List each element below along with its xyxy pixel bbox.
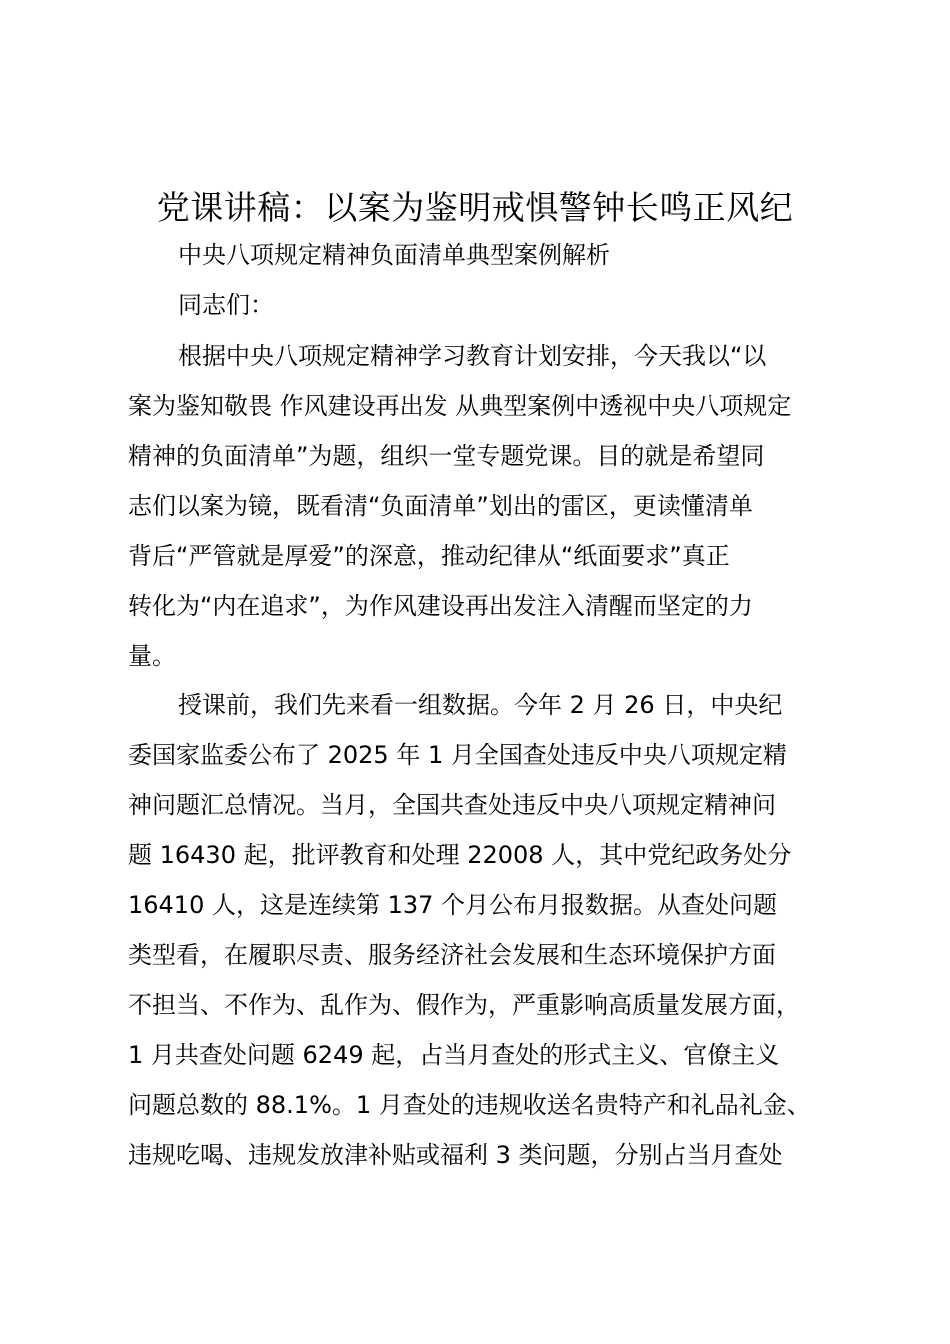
paragraph-line: 委国家监委公布了 2025 年 1 月全国查处违反中央八项规定精 xyxy=(128,741,787,769)
paragraph-line: 授课前，我们先来看一组数据。今年 2 月 26 日，中央纪 xyxy=(178,691,783,719)
paragraph-line: 问题总数的 88.1%。1 月查处的违规收送名贵特产和礼品礼金、 xyxy=(128,1091,811,1119)
paragraph-line: 转化为“内在追求”，为作风建设再出发注入清醒而坚定的力 xyxy=(128,592,753,620)
paragraph-line: 不担当、不作为、乱作为、假作为，严重影响高质量发展方面， xyxy=(128,991,800,1019)
paragraph-line: 16410 人，这是连续第 137 个月公布月报数据。从查处问题 xyxy=(128,891,778,919)
paragraph-line: 类型看，在履职尽责、服务经济社会发展和生态环境保护方面 xyxy=(128,941,776,969)
paragraph-line: 精神的负面清单”为题，组织一堂专题党课。目的就是希望同 xyxy=(128,442,765,470)
paragraph-line: 违规吃喝、违规发放津补贴或福利 3 类问题，分别占当月查处 xyxy=(128,1141,783,1169)
document-title: 党课讲稿：以案为鉴明戒惧警钟长鸣正风纪 xyxy=(156,188,794,227)
paragraph-1 xyxy=(128,336,848,686)
paragraph-line: 背后“严管就是厚爱”的深意，推动纪律从“纸面要求”真正 xyxy=(128,542,730,570)
paragraph-line: 1 月共查处问题 6249 起，占当月查处的形式主义、官僚主义 xyxy=(128,1041,780,1069)
paragraph-line: 根据中央八项规定精神学习教育计划安排，今天我以“以 xyxy=(178,342,767,370)
document-subtitle: 中央八项规定精神负面清单典型案例解析 xyxy=(178,241,610,269)
paragraph-line: 案为鉴知敬畏 作风建设再出发 从典型案例中透视中央八项规定 xyxy=(128,392,792,420)
salutation: 同志们： xyxy=(178,291,274,319)
paragraph-line: 量。 xyxy=(128,642,176,670)
paragraph-2 xyxy=(128,685,848,1185)
paragraph-line: 志们以案为镜，既看清“负面清单”划出的雷区，更读懂清单 xyxy=(128,492,753,520)
paragraph-line: 题 16430 起，批评教育和处理 22008 人，其中党纪政务处分 xyxy=(128,841,792,869)
paragraph-line: 神问题汇总情况。当月，全国共查处违反中央八项规定精神问 xyxy=(128,791,776,819)
